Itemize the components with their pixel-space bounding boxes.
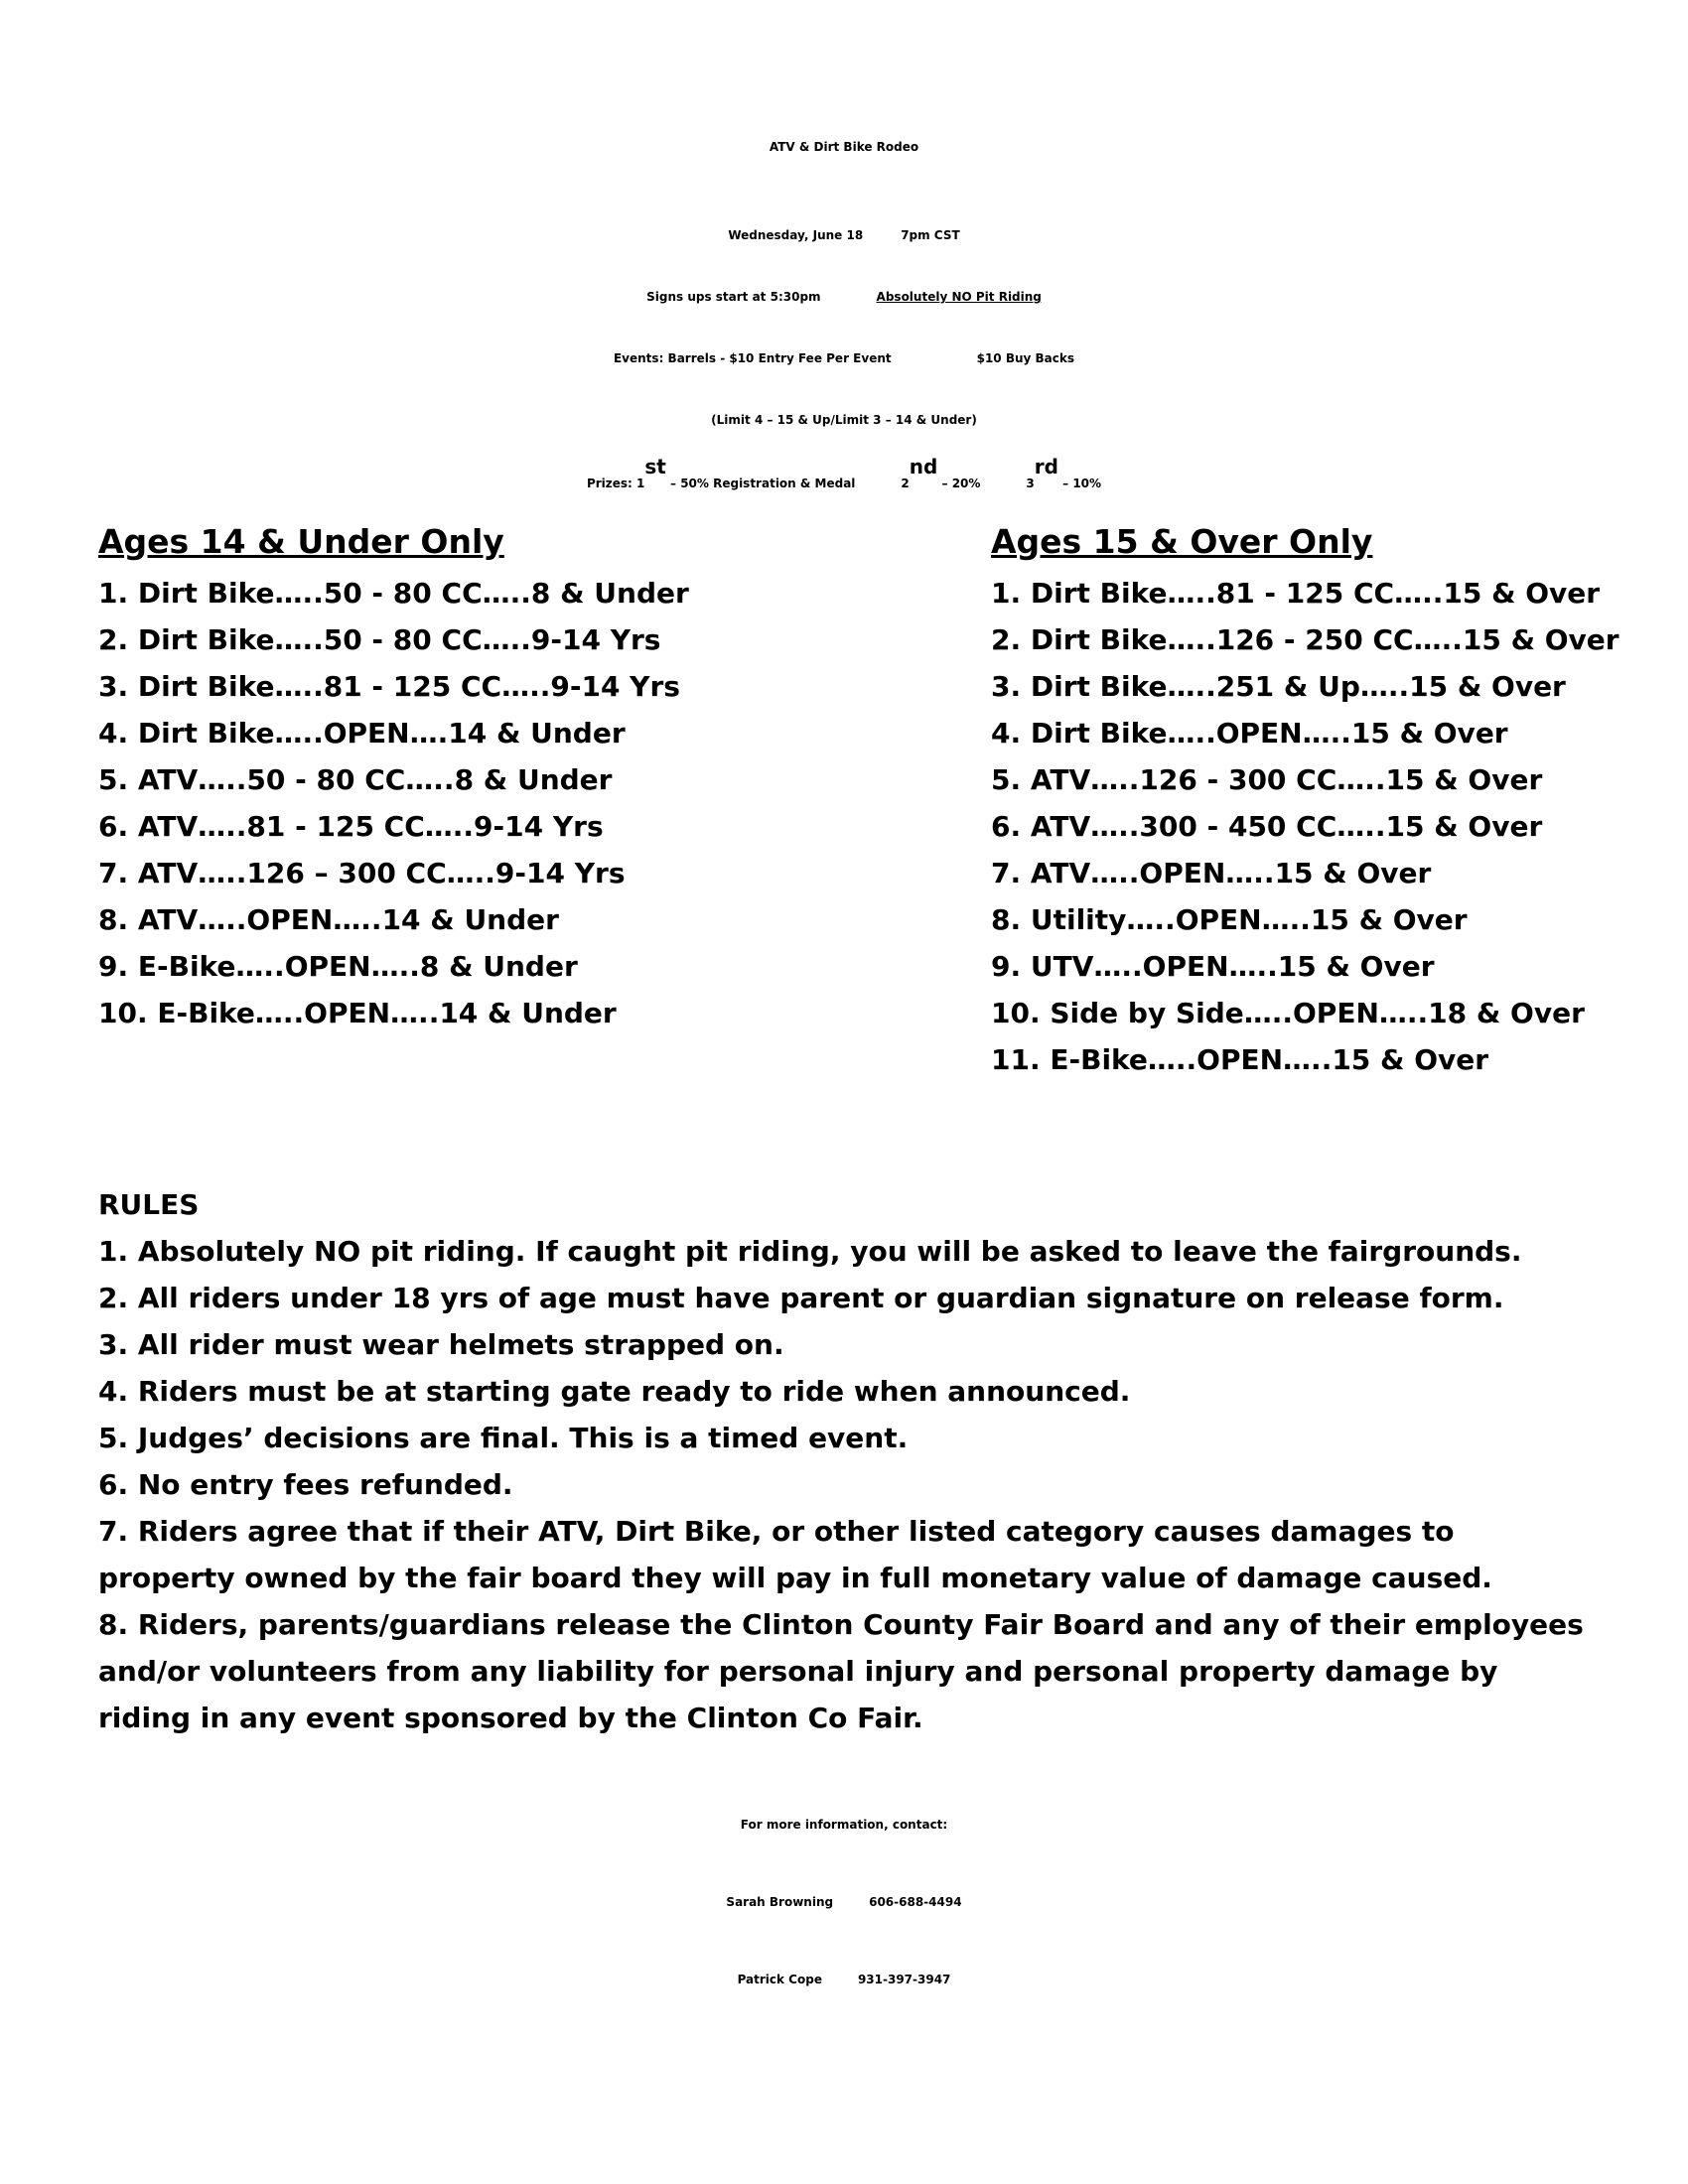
event-time: 7pm CST bbox=[901, 228, 960, 242]
contact-heading: For more information, contact: bbox=[740, 1818, 948, 1832]
contact-name: Patrick Cope bbox=[737, 1973, 822, 1986]
class-item: 2. Dirt Bike…..126 - 250 CC…..15 & Over bbox=[991, 623, 1619, 656]
rules-heading: RULES bbox=[98, 1188, 200, 1221]
class-item: 4. Dirt Bike…..OPEN…..15 & Over bbox=[991, 717, 1508, 750]
rule-item: 6. No entry fees refunded. bbox=[98, 1468, 513, 1501]
events-entry-fee: Events: Barrels - $10 Entry Fee Per Event bbox=[613, 351, 892, 365]
ages-14-under-heading: Ages 14 & Under Only bbox=[98, 522, 504, 561]
events-line bbox=[0, 336, 1688, 381]
rule-item: 2. All riders under 18 yrs of age must have parent or guardian signature on release form. bbox=[98, 1282, 1504, 1314]
class-item: 6. ATV…..81 - 125 CC…..9-14 Yrs bbox=[98, 810, 604, 843]
event-date: Wednesday, June 18 bbox=[728, 228, 864, 242]
class-item: 3. Dirt Bike…..81 - 125 CC…..9-14 Yrs bbox=[98, 670, 680, 703]
third-prize: 3rd – 10% bbox=[1026, 455, 1102, 490]
contact-person-2 bbox=[0, 1952, 1688, 2007]
rule-item: 7. Riders agree that if their ATV, Dirt Bike, or other listed category causes damages to property owned by the fair board they will pay in full monetary value of damage caused. bbox=[98, 1515, 1492, 1594]
class-item: 3. Dirt Bike…..251 & Up…..15 & Over bbox=[991, 670, 1566, 703]
ages-15-over-column bbox=[991, 522, 1619, 1083]
first-prize: 1st – 50% Registration & Medal bbox=[636, 455, 856, 490]
prizes-line: Prizes: 1st – 50% Registration & Medal 2nd – 20% 3rd – 10% bbox=[586, 455, 1102, 490]
contact-person-1 bbox=[0, 1874, 1688, 1930]
buy-backs: $10 Buy Backs bbox=[976, 351, 1075, 365]
ages-14-under-column bbox=[98, 522, 689, 1036]
rule-item: 8. Riders, parents/guardians release the Clinton County Fair Board and any of their employees and/or volunteers from any liability for personal injury and personal property damage by riding in any event sponsored by the Clinton Co Fair. bbox=[98, 1608, 1584, 1734]
rule-item: 3. All rider must wear helmets strapped on. bbox=[98, 1328, 784, 1361]
ages-15-over-heading: Ages 15 & Over Only bbox=[991, 522, 1373, 561]
contact-phone: 931-397-3947 bbox=[857, 1973, 951, 1986]
class-item: 2. Dirt Bike…..50 - 80 CC…..9-14 Yrs bbox=[98, 623, 661, 656]
class-item: 5. ATV…..126 - 300 CC…..15 & Over bbox=[991, 763, 1543, 796]
class-item: 11. E-Bike…..OPEN…..15 & Over bbox=[991, 1043, 1489, 1076]
second-prize: 2nd – 20% bbox=[901, 455, 981, 490]
class-item: 8. ATV…..OPEN…..14 & Under bbox=[98, 903, 559, 936]
rule-item: 4. Riders must be at starting gate ready to ride when announced. bbox=[98, 1375, 1131, 1408]
contact-phone: 606-688-4494 bbox=[869, 1895, 962, 1909]
class-item: 9. UTV…..OPEN…..15 & Over bbox=[991, 950, 1435, 983]
class-item: 7. ATV…..OPEN…..15 & Over bbox=[991, 857, 1432, 889]
class-item: 1. Dirt Bike…..50 - 80 CC…..8 & Under bbox=[98, 577, 689, 610]
signup-line bbox=[0, 274, 1688, 320]
class-item: 6. ATV…..300 - 450 CC…..15 & Over bbox=[991, 810, 1543, 843]
page-title: ATV & Dirt Bike Rodeo bbox=[769, 140, 919, 154]
class-item: 10. E-Bike…..OPEN…..14 & Under bbox=[98, 997, 617, 1029]
contact-name: Sarah Browning bbox=[726, 1895, 834, 1909]
limits-line: (Limit 4 – 15 & Up/Limit 3 – 14 & Under) bbox=[711, 413, 977, 427]
rule-item: 5. Judges’ decisions are final. This is a timed event. bbox=[98, 1422, 909, 1454]
date-time-line bbox=[0, 212, 1688, 258]
class-item: 1. Dirt Bike…..81 - 125 CC…..15 & Over bbox=[991, 577, 1601, 610]
class-item: 4. Dirt Bike…..OPEN….14 & Under bbox=[98, 717, 626, 750]
class-item: 9. E-Bike…..OPEN…..8 & Under bbox=[98, 950, 578, 983]
class-item: 5. ATV…..50 - 80 CC…..8 & Under bbox=[98, 763, 613, 796]
signup-time: Signs ups start at 5:30pm bbox=[646, 290, 821, 304]
rule-item: 1. Absolutely NO pit riding. If caught pit riding, you will be asked to leave the fairgrounds. bbox=[98, 1235, 1522, 1268]
no-pit-riding-notice: Absolutely NO Pit Riding bbox=[876, 290, 1042, 304]
rules-section bbox=[98, 1181, 1588, 1741]
class-item: 7. ATV…..126 – 300 CC…..9-14 Yrs bbox=[98, 857, 626, 889]
class-item: 10. Side by Side…..OPEN…..18 & Over bbox=[991, 997, 1585, 1029]
class-item: 8. Utility…..OPEN…..15 & Over bbox=[991, 903, 1468, 936]
